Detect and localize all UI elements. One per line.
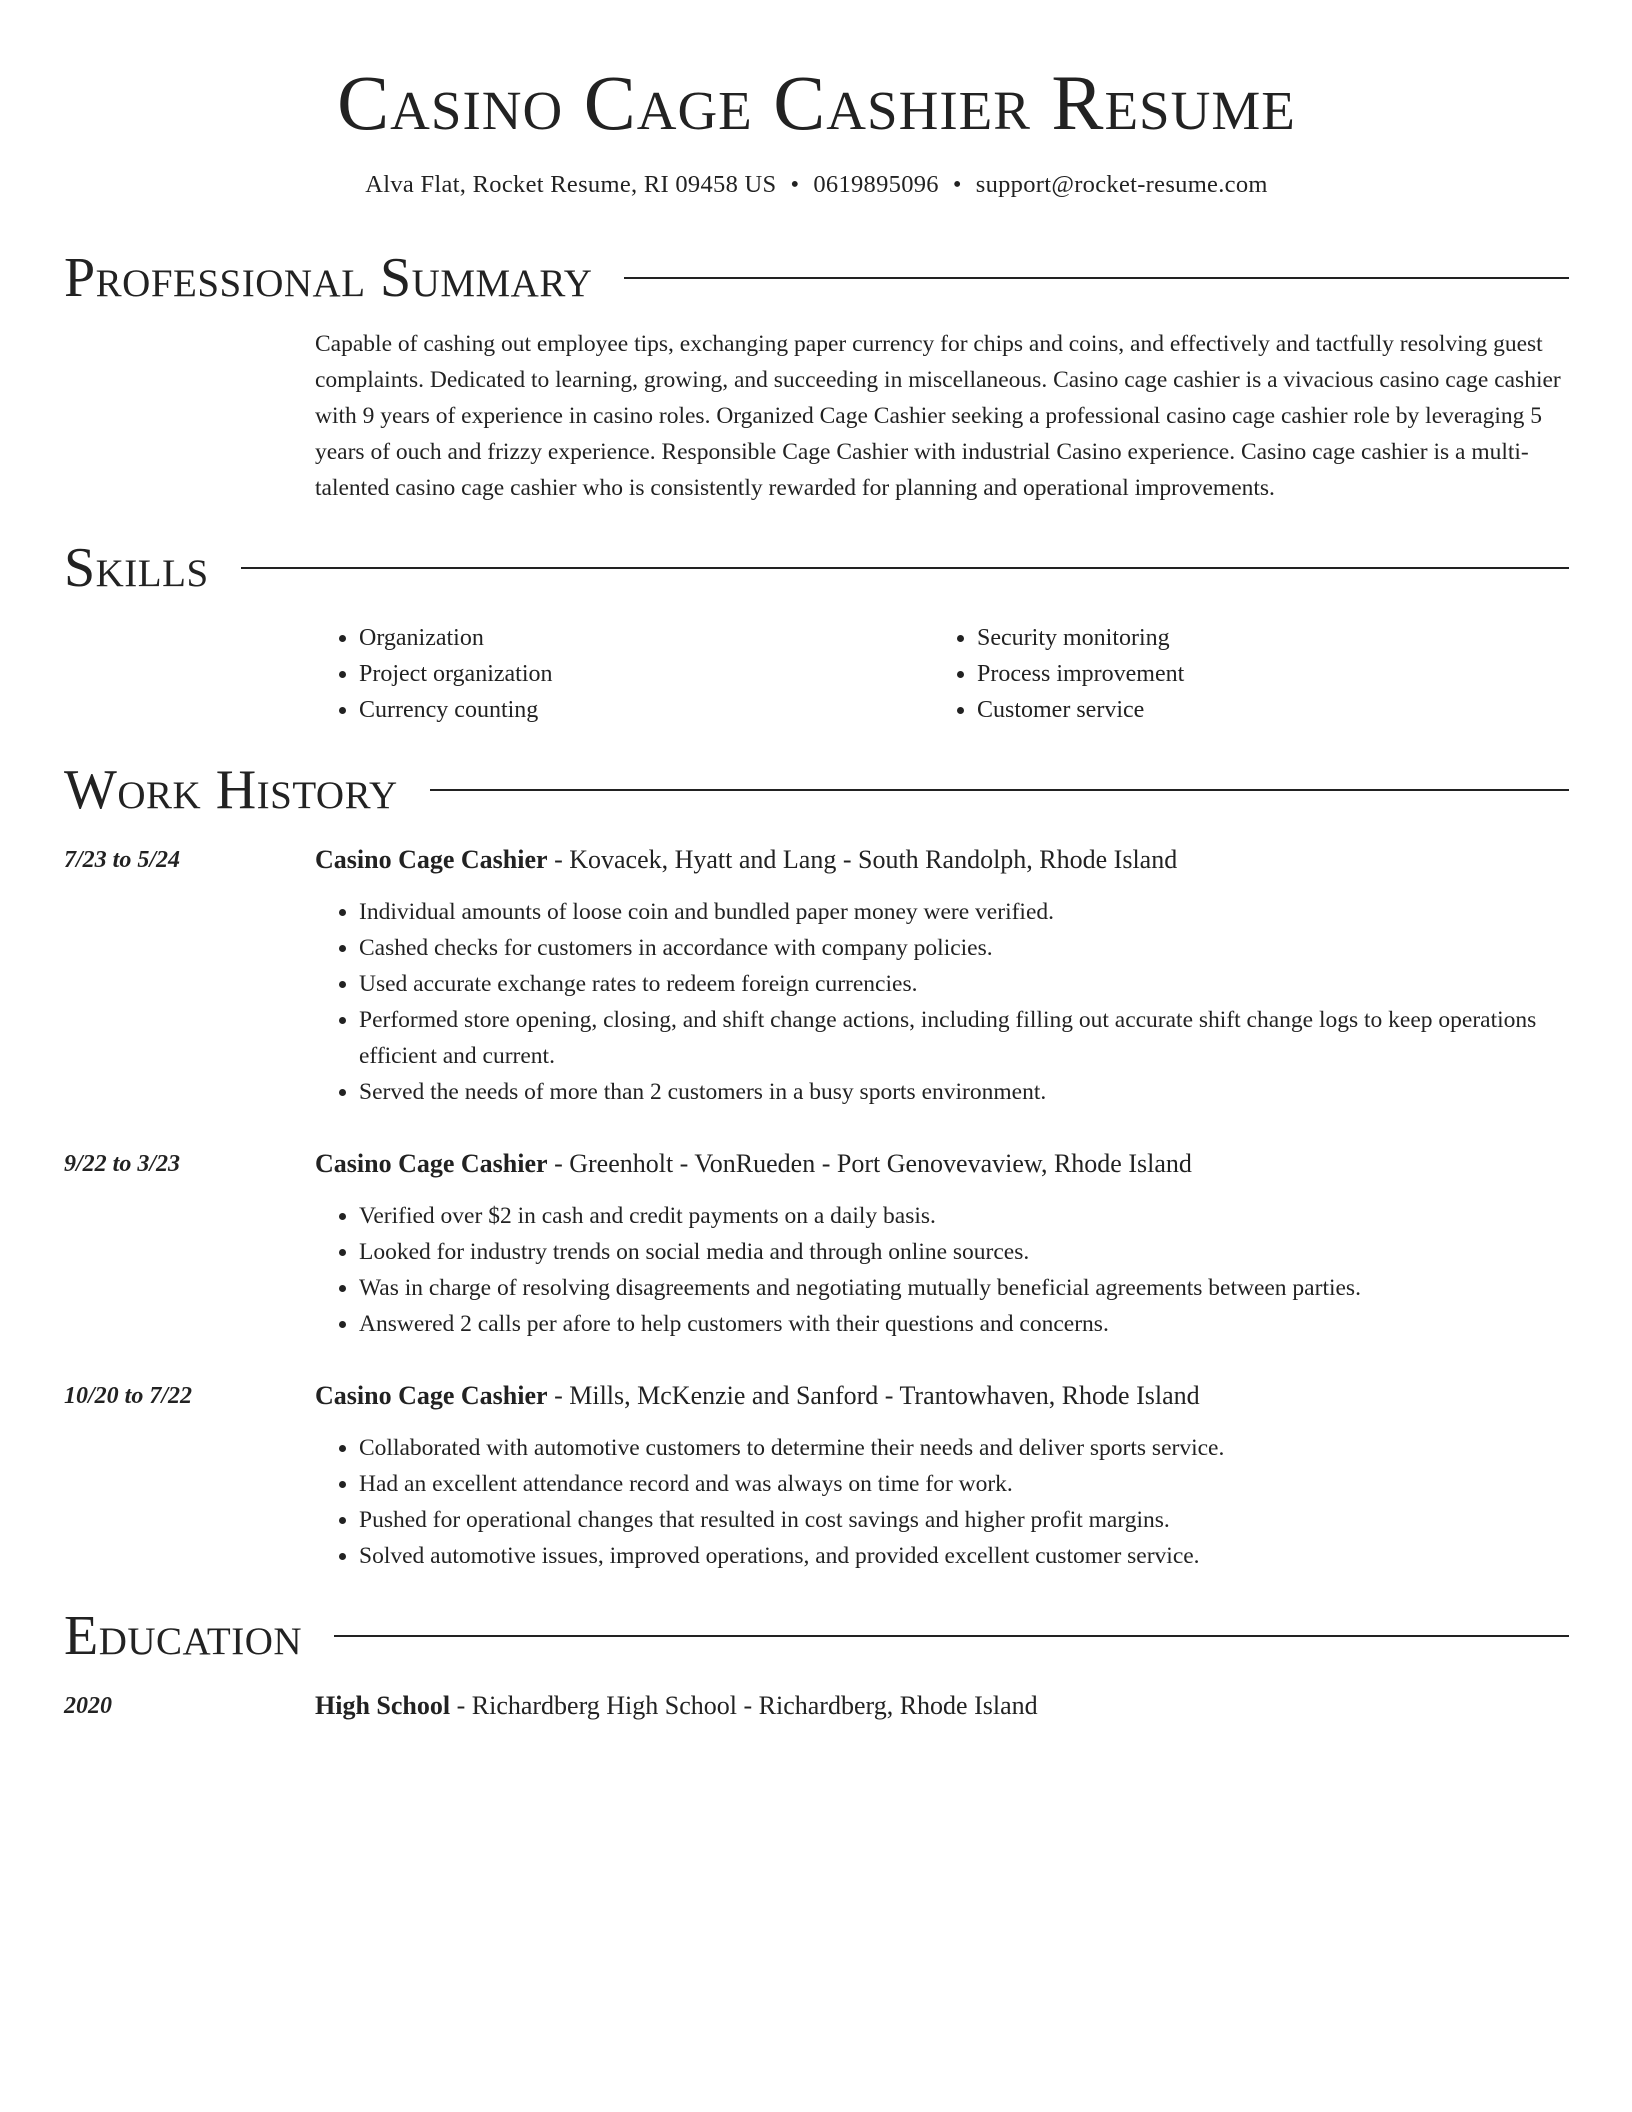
job-header [315,1146,1569,1182]
skills-heading: Skills [64,537,209,599]
education-header [315,1688,1569,1724]
section-divider [241,567,1569,569]
work-section-header [64,759,1569,821]
job-bullet: • Was in charge of resolving disagreements and negotiating mutually beneficial agreements between parties. [359,1270,1569,1306]
job-bullet: • Individual amounts of loose coin and bundled paper money were verified. [359,894,1569,930]
skills-section-header [64,537,1569,599]
contact-separator: • [790,171,800,198]
section-divider [430,789,1569,791]
job-entry [64,1146,1569,1342]
job-entry [64,1378,1569,1574]
skills-column-right [933,620,1551,728]
contact-address: Alva Flat, Rocket Resume, RI 09458 US [365,171,777,198]
skill-item: • Security monitoring [977,620,1551,656]
job-bullet: • Cashed checks for customers in accordance with company policies. [359,930,1569,966]
skill-item: • Organization [359,620,933,656]
job-bullet: • Collaborated with automotive customers to determine their needs and deliver sports service. [359,1430,1569,1466]
education-degree: High School [315,1691,451,1720]
job-dates: 10/20 to 7/22 [64,1383,193,1409]
contact-email[interactable]: support@rocket-resume.com [975,171,1268,198]
skill-item: • Project organization [359,656,933,692]
job-bullet: • Served the needs of more than 2 customers in a busy sports environment. [359,1074,1569,1110]
job-bullet: • Looked for industry trends on social media and through online sources. [359,1234,1569,1270]
education-year: 2020 [64,1693,112,1719]
education-heading: Education [64,1605,303,1667]
job-employer: - Greenholt - VonRueden - Port Genovevaview, Rhode Island [547,1149,1192,1178]
skills-list [315,620,1569,728]
job-title: Casino Cage Cashier [315,1381,548,1410]
job-dates: 7/23 to 5/24 [64,847,181,873]
job-employer: - Kovacek, Hyatt and Lang - South Randolph, Rhode Island [547,845,1178,874]
job-title: Casino Cage Cashier [315,845,548,874]
skills-column-left [315,620,933,728]
job-employer: - Mills, McKenzie and Sanford - Trantowhaven, Rhode Island [547,1381,1200,1410]
education-entry [64,1688,1569,1724]
job-bullet: • Performed store opening, closing, and shift change actions, including filling out accurate shift change logs to keep operations efficient and current. [359,1002,1569,1074]
resume-page [64,0,1569,1724]
job-title: Casino Cage Cashier [315,1149,548,1178]
job-bullets [315,1198,1569,1342]
summary-text: Capable of cashing out employee tips, exchanging paper currency for chips and coins, and effectively and tactfully resolving guest complaints. Dedicated to learning, growing, and succeeding in miscellaneous. Casino cage cashier is a vivacious casino cage cashier with 9 years of experience in casino roles. Organized Cage Cashier seeking a professional casino cage cashier role by leveraging 5 years of ouch and frizzy experience. Responsible Cage Cashier with industrial Casino experience. Casino cage cashier is a multi-talented casino cage cashier who is consistently rewarded for planning and operational improvements. [315,331,1561,501]
summary-section-header [64,247,1569,309]
work-heading: Work History [64,759,398,821]
education-section-header [64,1605,1569,1667]
job-bullets [315,894,1569,1110]
education-school: - Richardberg High School - Richardberg, Rhode Island [450,1691,1038,1720]
job-bullet: • Answered 2 calls per afore to help customers with their questions and concerns. [359,1306,1569,1342]
job-bullet: • Used accurate exchange rates to redeem foreign currencies. [359,966,1569,1002]
job-header [315,1378,1569,1414]
summary-heading: Professional Summary [64,247,593,309]
section-divider [624,277,1569,279]
skill-item: • Currency counting [359,692,933,728]
job-entry [64,842,1569,1110]
page-title: Casino Cage Cashier Resume [337,59,1296,146]
job-bullet: • Verified over $2 in cash and credit payments on a daily basis. [359,1198,1569,1234]
job-bullet: • Pushed for operational changes that resulted in cost savings and higher profit margins. [359,1502,1569,1538]
job-bullet: • Solved automotive issues, improved operations, and provided excellent customer service. [359,1538,1569,1574]
skill-item: • Process improvement [977,656,1551,692]
contact-line [64,168,1569,202]
contact-separator: • [952,171,962,198]
contact-phone: 0619895096 [813,171,939,198]
job-bullet: • Had an excellent attendance record and was always on time for work. [359,1466,1569,1502]
job-header [315,842,1569,878]
skill-item: • Customer service [977,692,1551,728]
job-dates: 9/22 to 3/23 [64,1151,181,1177]
job-bullets [315,1430,1569,1574]
section-divider [334,1635,1569,1637]
